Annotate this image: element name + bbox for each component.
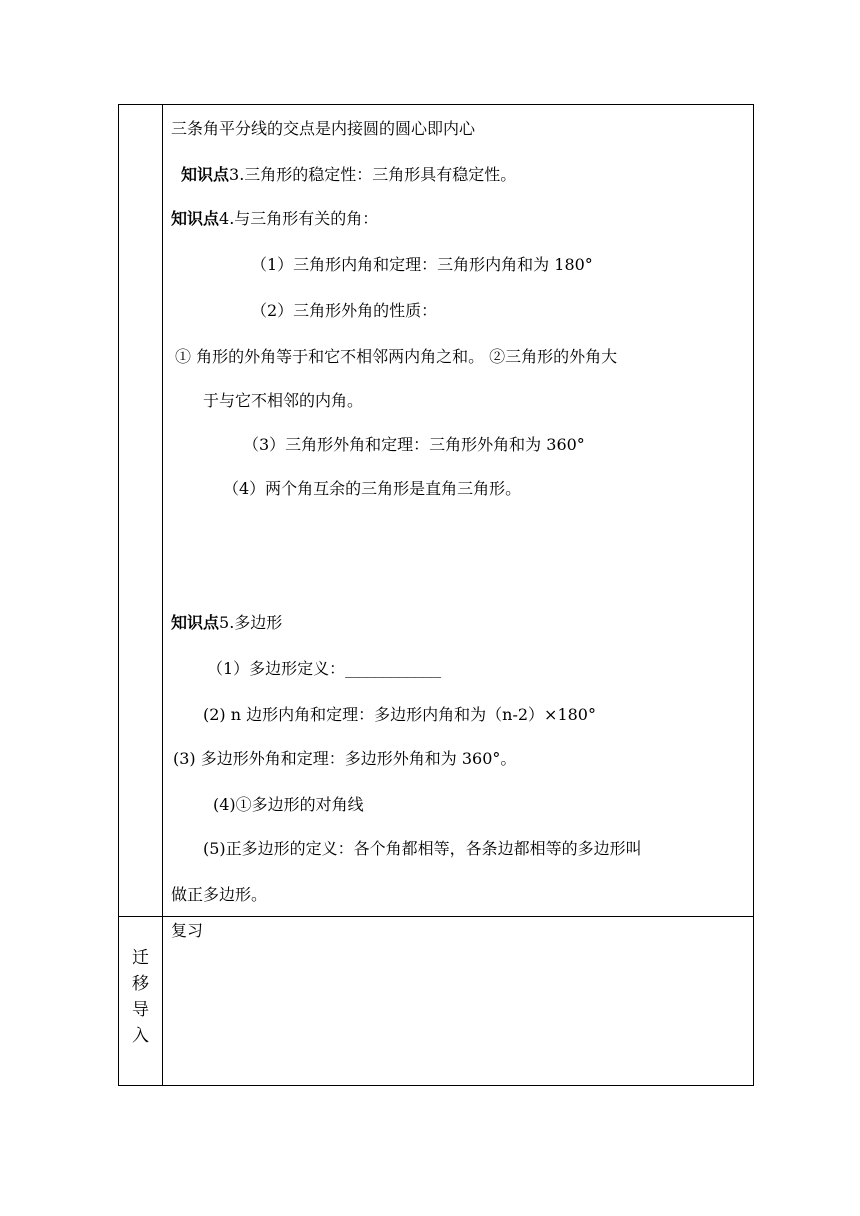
row-label-char: 移	[132, 974, 149, 994]
text-line: 三条角平分线的交点是内接圆的圆心即内心	[171, 119, 476, 138]
row-label-char: 导	[132, 1000, 149, 1020]
column-divider	[162, 105, 163, 1085]
text-line: （4）两个角互余的三角形是直角三角形。	[223, 479, 522, 498]
row-label-vertical	[119, 945, 162, 1049]
text-line: （2）三角形外角的性质：	[251, 301, 438, 320]
row-divider	[119, 916, 753, 917]
knowledge-label: 知识点	[171, 209, 220, 228]
row-content-review: 复习	[171, 921, 204, 940]
knowledge-text: 5.多边形	[219, 613, 283, 632]
text-line: (5)正多边形的定义：各个角都相等，各条边都相等的多边形叫	[203, 839, 642, 858]
text-line: (4)①多边形的对角线	[213, 795, 364, 814]
knowledge-point-4	[171, 209, 378, 229]
knowledge-label: 知识点	[171, 613, 220, 632]
lesson-table	[118, 104, 754, 1086]
knowledge-text: 3.三角形的稳定性：三角形具有稳定性。	[229, 165, 517, 184]
knowledge-point-5	[171, 613, 282, 633]
text-line: (3) 多边形外角和定理：多边形外角和为 360°。	[173, 749, 517, 768]
text-line: ① 角形的外角等于和它不相邻两内角之和。 ②三角形的外角大	[175, 347, 618, 366]
text-line: (2) n 边形内角和定理：多边形内角和为（n-2）×180°	[203, 705, 596, 724]
text-line: （1）多边形定义：____________	[207, 659, 442, 678]
text-line: 于与它不相邻的内角。	[203, 391, 364, 410]
text-line: （1）三角形内角和定理：三角形内角和为 180°	[251, 255, 593, 274]
knowledge-label: 知识点	[181, 165, 230, 184]
knowledge-point-3	[181, 165, 516, 185]
row-label-char: 迁	[132, 948, 149, 968]
text-line: 做正多边形。	[171, 885, 268, 904]
knowledge-text: 4.与三角形有关的角：	[219, 209, 379, 228]
text-line: （3）三角形外角和定理：三角形外角和为 360°	[243, 435, 585, 454]
row-label-char: 入	[132, 1026, 149, 1046]
